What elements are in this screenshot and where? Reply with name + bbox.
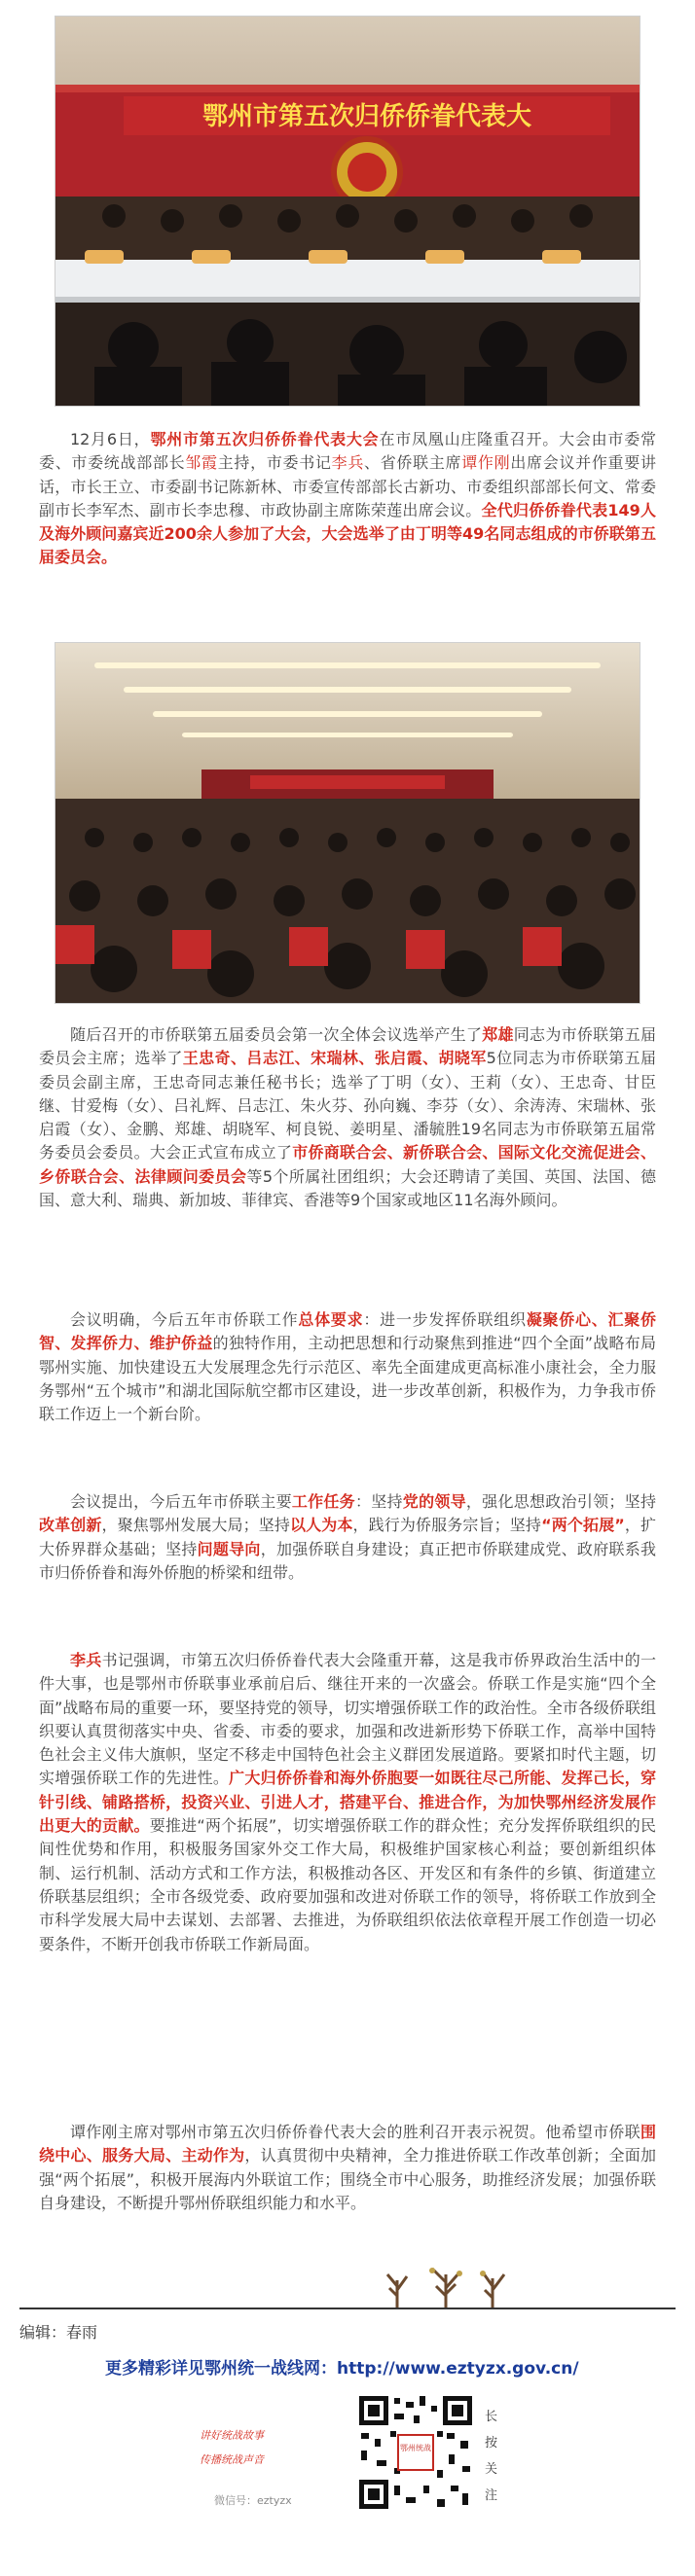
meeting-banner-text: 鄂州市第五次归侨侨眷代表大 (201, 102, 532, 131)
long-press-char-3: 关 (485, 2462, 498, 2477)
body-text: 的独特作用，主动把思想和行动聚焦到推进“四个全面”战略布局鄂州实施、加快建设五大发展理念先行示范区、率先全面建成更高标准小康社会，全力服务鄂州“五个城市”和湖北国际航空都市区建设，进一步改革创新，积极作为，力争我市侨联工作迈上一个新台阶。 (39, 1334, 656, 1424)
body-text: ：进一步发挥侨联组织 (363, 1310, 527, 1329)
highlighted-text: 改革创新 (39, 1516, 102, 1535)
body-text: ：坚持 (354, 1492, 403, 1511)
trees-decoration (378, 2267, 524, 2309)
body-text: ，加强侨联自身建设；真正把市侨联建成党、政府联系我市归侨侨眷和海外侨胞的桥梁和纽带。 (39, 1539, 656, 1582)
body-text: 等5个所属社团组织；大会还聘请了美国、英国、法国、德国、意大利、瑞典、新加坡、菲律宾、香港等9个国家或地区11名海外顾问。 (39, 1166, 656, 1210)
highlighted-text: 郑雄 (482, 1025, 514, 1044)
body-text: ，聚焦鄂州发展大局；坚持 (101, 1516, 291, 1535)
paragraph-meeting-opening (39, 428, 656, 570)
body-text: ，扩大侨界群众基础；坚持 (39, 1516, 656, 1558)
body-text: 谭作刚主席对鄂州市第五次归侨侨眷代表大会的胜利召开表示祝贺。他希望市侨联 (70, 2123, 640, 2141)
body-text: 在市凤凰山庄隆重召开。大会由市委常委、市委统战部部长 (39, 430, 656, 473)
qr-code[interactable] (355, 2392, 476, 2513)
highlighted-text: 谭作刚 (461, 453, 511, 473)
paragraph-election-results (39, 1023, 656, 1212)
meeting-photo-2-illustration (55, 643, 640, 1003)
highlighted-text: 围绕中心、服务大局、主动作为 (39, 2123, 656, 2165)
highlighted-text: 市侨商联合会、新侨联合会、国际文化交流促进会、乡侨联合会、法律顾问委员会 (39, 1143, 656, 1186)
highlighted-text: 全代归侨侨眷代表149人及海外顾问嘉宾近200余人参加了大会，大会选举了由丁明等49名同志组成的市侨联第五届委员会。 (39, 500, 656, 567)
body-text: 书记强调，市第五次归侨侨眷代表大会隆重开幕，这是我市侨界政治生活中的一件大事，也是鄂州市侨联事业承前启后、继往开来的一次盛会。侨联工作是实施“四个全面”战略布局的重要一环，要坚持党的领导，切实增强侨联工作的政治性。全市各级侨联组织要认真贯彻落实中央、省委、市委的要求，加强和改进新形势下侨联工作，高举中国特色社会主义伟大旗帜，坚定不移走中国特色社会主义群团发展道路。要紧扣时代主题，切实增强侨联工作的先进性。 (39, 1651, 656, 1788)
long-press-char-2: 按 (485, 2436, 498, 2451)
highlighted-text: 王忠奇、吕志江、宋瑞林、张启霞、胡晓军 (182, 1049, 487, 1068)
highlighted-text: “两个拓展” (541, 1516, 625, 1535)
qr-logo-text: 鄂州统战 (400, 2444, 431, 2452)
body-text: 同志为市侨联第五届委员会主席；选举了 (39, 1025, 656, 1068)
editor-credit: 编辑：春雨 (19, 2323, 98, 2342)
wechat-id: 微信号：eztyzx (214, 2494, 292, 2507)
qr-code-pattern (355, 2392, 476, 2513)
body-text: ，践行为侨服务宗旨；坚持 (352, 1516, 542, 1535)
body-text: ，认真贯彻中央精神，全力推进侨联工作改革创新；全面加强“两个拓展”，积极开展海内外联谊工作；围绕全市中心服务，助推经济发展；加强侨联自身建设，不断提升鄂州侨联组织能力和水平。 (39, 2146, 656, 2212)
highlighted-text: 工作任务 (291, 1492, 355, 1511)
highlighted-text: 李兵 (70, 1651, 102, 1669)
body-text: 5位同志为市侨联第五届委员会副主席，王忠奇同志兼任秘书长；选举了丁明（女）、王莉（女）、王忠奇、甘臣继、甘爱梅（女）、吕礼辉、吕志江、朱火芬、孙向巍、李芬（女）、余涛涛、宋瑞林、张启霞（女）、金鹏、郑雄、胡晓军、柯良锐、姜明星、潘毓胜19名同志为市侨联第五届常务委员会委员。大会正式宣布成立了 (39, 1049, 656, 1163)
paragraph-libing-speech (39, 1649, 656, 1956)
highlighted-text: 问题导向 (197, 1539, 261, 1558)
body-text: 会议明确，今后五年市侨联工作 (70, 1310, 299, 1329)
highlighted-text: 以人为本 (290, 1516, 353, 1535)
long-press-char-4: 注 (485, 2488, 498, 2503)
highlighted-text: 凝聚侨心、汇聚侨智、发挥侨力、维护侨益 (39, 1310, 656, 1353)
paragraph-tanzuogang-speech (39, 2121, 656, 2215)
body-text: 12月6日， (70, 430, 151, 448)
paragraph-main-tasks (39, 1490, 656, 1585)
body-text: 随后召开的市侨联第五届委员会第一次全体会议选举产生了 (70, 1025, 483, 1044)
highlighted-text: 邹霞 (185, 453, 218, 473)
highlighted-text: 党的领导 (402, 1492, 466, 1511)
highlighted-text: 广大归侨侨眷和海外侨胞要一如既往尽己所能、发挥己长，穿针引线、铺路搭桥，投资兴业、引进人才，搭建平台、推进合作，为加快鄂州经济发展作出更大的贡献。 (39, 1769, 656, 1836)
slogan-line-2: 传播统战声音 (200, 2453, 264, 2466)
slogan-line-1: 讲好统战故事 (200, 2429, 264, 2442)
body-text: 主持，市委书记 (217, 453, 332, 473)
highlighted-text: 鄂州市第五次归侨侨眷代表大会 (150, 430, 380, 448)
highlighted-text: 总体要求 (298, 1310, 364, 1329)
meeting-photo-1-illustration (55, 17, 640, 406)
body-text: ，强化思想政治引领；坚持 (465, 1492, 656, 1511)
body-text: 出席会议并作重要讲话，市长王立、市委副书记陈新林、市委宣传部部长古新功、市委组织部部长何文、常委副市长李军杰、副市长李忠穆、市政协副主席陈荣莲出席会议。 (39, 453, 656, 519)
body-text: 要推进“两个拓展”，切实增强侨联工作的群众性；充分发挥侨联组织的民间性优势和作用，积极服务国家外交工作大局，积极维护国家核心利益；要创新组织体制、运行机制、活动方式和工作方法，积极推动各区、开发区和有条件的乡镇、街道建立侨联基层组织；全市各级党委、政府要加强和改进对侨联工作的领导，将侨联工作放到全市科学发展大局中去谋划、去部署、去推进，为侨联组织依法依章程开展工作创造一切必要条件，不断开创我市侨联工作新局面。 (39, 1816, 656, 1953)
body-text: 、省侨联主席 (364, 453, 462, 473)
meeting-photo-1 (55, 16, 640, 407)
body-text: 会议提出，今后五年市侨联主要 (70, 1492, 292, 1511)
section-divider (19, 2308, 676, 2309)
website-link-text[interactable]: 更多精彩详见鄂州统一战线网：http://www.eztyzx.gov.cn/ (105, 2359, 579, 2379)
paragraph-overall-requirements (39, 1308, 656, 1426)
long-press-char-1: 长 (485, 2410, 498, 2424)
meeting-photo-2 (55, 642, 640, 1004)
highlighted-text: 李兵 (331, 453, 365, 473)
